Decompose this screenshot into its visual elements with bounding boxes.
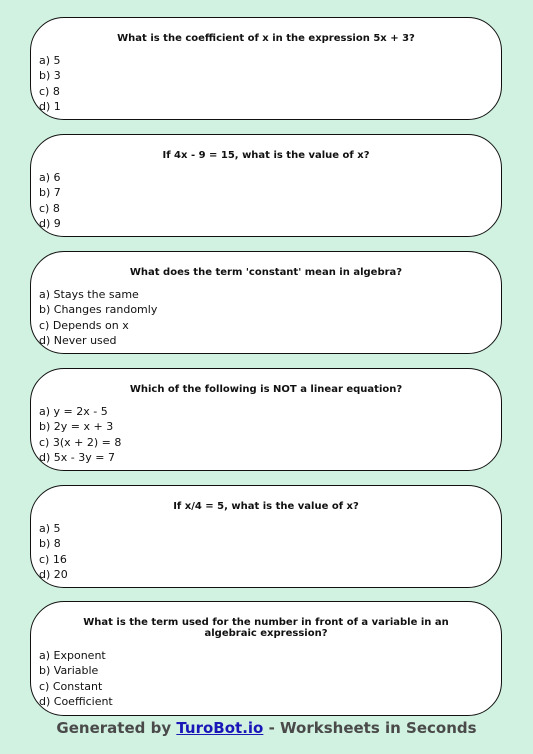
option-a: a) 5 <box>39 522 61 535</box>
footer-suffix: - Worksheets in Seconds <box>263 719 477 737</box>
question-text: What does the term 'constant' mean in algebra? <box>129 267 403 278</box>
question-card <box>30 368 502 471</box>
footer-prefix: Generated by <box>56 719 177 737</box>
option-b: b) 2y = x + 3 <box>39 420 114 434</box>
option-d: d) 9 <box>39 216 61 230</box>
option-a: a) 5 <box>39 54 61 67</box>
footer <box>0 717 533 739</box>
question-card <box>30 134 502 237</box>
option-a: a) y = 2x - 5 <box>39 405 108 418</box>
question-card <box>30 485 502 588</box>
question-card <box>30 17 502 120</box>
options-list <box>39 404 121 465</box>
option-b: b) Changes randomly <box>39 303 158 317</box>
option-a: a) Exponent <box>39 649 106 662</box>
question-text: Which of the following is NOT a linear equation? <box>129 384 403 395</box>
option-b: b) 3 <box>39 69 61 83</box>
option-a: a) 6 <box>39 171 61 184</box>
question-text: If 4x - 9 = 15, what is the value of x? <box>162 150 370 161</box>
option-c: c) Depends on x <box>39 318 129 332</box>
question-text: What is the term used for the number in front of a variable in an algebraic expression? <box>83 617 449 639</box>
option-b: b) 8 <box>39 537 61 551</box>
options-list <box>39 521 68 582</box>
question-text: What is the coefficient of x in the expression 5x + 3? <box>117 33 415 44</box>
option-c: c) 16 <box>39 552 67 566</box>
option-c: c) Constant <box>39 679 103 693</box>
question-card <box>30 251 502 354</box>
option-c: c) 3(x + 2) = 8 <box>39 435 122 449</box>
option-d: d) 1 <box>39 99 61 113</box>
options-list <box>39 287 157 348</box>
option-b: b) Variable <box>39 664 99 678</box>
option-d: d) 5x - 3y = 7 <box>39 450 115 464</box>
option-d: d) Coefficient <box>39 694 113 708</box>
question-text: If x/4 = 5, what is the value of x? <box>173 501 359 512</box>
option-b: b) 7 <box>39 186 61 200</box>
options-list <box>39 648 113 709</box>
option-d: d) Never used <box>39 333 117 347</box>
options-list <box>39 170 61 231</box>
option-c: c) 8 <box>39 84 60 98</box>
option-d: d) 20 <box>39 567 68 581</box>
turobot-link[interactable]: TuroBot.io <box>176 719 264 737</box>
option-a: a) Stays the same <box>39 288 139 301</box>
option-c: c) 8 <box>39 201 60 215</box>
question-card <box>30 601 502 716</box>
options-list <box>39 53 61 114</box>
